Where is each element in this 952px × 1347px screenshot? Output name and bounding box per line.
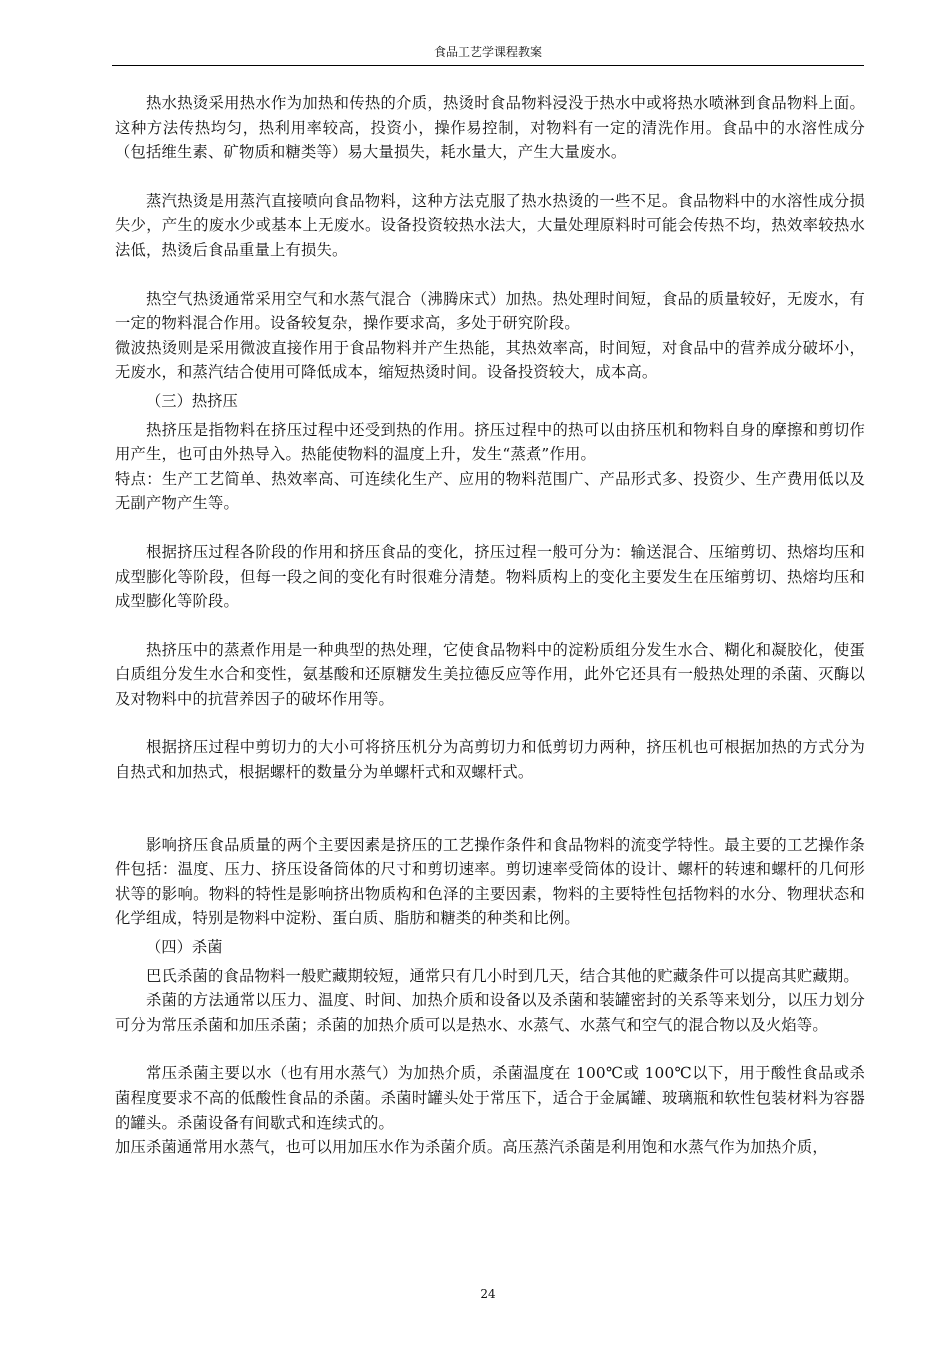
paragraph-extrusion-cooking: 热挤压中的蒸煮作用是一种典型的热处理，它使食品物料中的淀粉质组分发生水合、糊化和凝胶化，使蛋白质组分发生水合和变性，氨基酸和还原糖发生美拉德反应等作用，此外它还具有一般热处理的杀菌、灭酶以及对物料中的抗营养因子的破坏作用等。 bbox=[115, 640, 865, 708]
paragraph-atmospheric-sterilization: 常压杀菌主要以水（也有用水蒸气）为加热介质，杀菌温度在 100℃或 100℃以下，用于酸性食品或杀菌程度要求不高的低酸性食品的杀菌。杀菌时罐头处于常压下，适合于金属罐、玻璃瓶和软性包装材料为容器的罐头。杀菌设备有间歇式和连续式的。 bbox=[115, 1064, 865, 1132]
paragraph-sterilization-methods: 杀菌的方法通常以压力、温度、时间、加热介质和设备以及杀菌和装罐密封的关系等来划分，以压力划分可分为常压杀菌和加压杀菌；杀菌的加热介质可以是热水、水蒸气、水蒸气和空气的混合物以及火焰等。 bbox=[115, 991, 865, 1034]
paragraph-hot-extrusion-definition: 热挤压是指物料在挤压过程中还受到热的作用。挤压过程中的热可以由挤压机和物料自身的摩擦和剪切作用产生，也可由外热导入。热能使物料的温度上升，发生“蒸煮”作用。 bbox=[115, 420, 865, 464]
document-body bbox=[115, 91, 865, 1160]
paragraph-hot-water-blanching: 热水热烫采用热水作为加热和传热的介质，热烫时食品物料浸没于热水中或将热水喷淋到食品物料上面。这种方法传热均匀，热利用率较高，投资小，操作易控制，对物料有一定的清洗作用。食品中的水溶性成分（包括维生素、矿物质和糖类等）易大量损失，耗水量大，产生大量废水。 bbox=[115, 94, 865, 162]
paragraph-hot-air-blanching: 热空气热烫通常采用空气和水蒸气混合（沸腾床式）加热。热处理时间短，食品的质量较好，无废水，有一定的物料混合作用。设备较复杂，操作要求高，多处于研究阶段。 bbox=[115, 289, 865, 333]
page-number: 24 bbox=[480, 1287, 496, 1301]
section-heading-hot-extrusion: （三）热挤压 bbox=[146, 391, 238, 410]
section-heading-sterilization: （四）杀菌 bbox=[146, 938, 223, 957]
paragraph-microwave-blanching: 微波热烫则是采用微波直接作用于食品物料并产生热能，其热效率高，时间短，对食品中的营养成分破坏小，无废水，和蒸汽结合使用可降低成本，缩短热烫时间。设备投资较大，成本高。 bbox=[115, 338, 865, 382]
header-divider bbox=[112, 65, 864, 66]
paragraph-pressure-sterilization: 加压杀菌通常用水蒸气，也可以用加压水作为杀菌介质。高压蒸汽杀菌是利用饱和水蒸气作为加热介质， bbox=[115, 1138, 828, 1157]
paragraph-pasteurization: 巴氏杀菌的食品物料一般贮藏期较短，通常只有几小时到几天，结合其他的贮藏条件可以提高其贮藏期。 bbox=[146, 966, 859, 985]
paragraph-extrusion-features: 特点：生产工艺简单、热效率高、可连续化生产、应用的物料范围广、产品形式多、投资少、生产费用低以及无副产物产生等。 bbox=[115, 469, 865, 513]
paragraph-extrusion-stages: 根据挤压过程各阶段的作用和挤压食品的变化，挤压过程一般可分为：输送混合、压缩剪切、热熔均压和成型膨化等阶段，但每一段之间的变化有时很难分清楚。物料质构上的变化主要发生在压缩剪切、热熔均压和成型膨化等阶段。 bbox=[115, 542, 865, 611]
paragraph-steam-blanching: 蒸汽热烫是用蒸汽直接喷向食品物料，这种方法克服了热水热烫的一些不足。食品物料中的水溶性成分损失少，产生的废水少或基本上无废水。设备投资较热水法大，大量处理原料时可能会传热不均，热效率较热水法低，热烫后食品重量上有损失。 bbox=[115, 191, 865, 259]
page-header-title: 食品工艺学课程教案 bbox=[433, 45, 542, 59]
paragraph-extruder-types: 根据挤压过程中剪切力的大小可将挤压机分为高剪切力和低剪切力两种，挤压机也可根据加热的方式分为自热式和加热式，根据螺杆的数量分为单螺杆式和双螺杆式。 bbox=[115, 738, 865, 782]
paragraph-extrusion-quality-factors: 影响挤压食品质量的两个主要因素是挤压的工艺操作条件和食品物料的流变学特性。最主要的工艺操作条件包括：温度、压力、挤压设备筒体的尺寸和剪切速率。剪切速率受筒体的设计、螺杆的转速和螺杆的几何形状等的影响。物料的特性是影响挤出物质构和色泽的主要因素，物料的主要特性包括物料的水分、物理状态和化学组成，特别是物料中淀粉、蛋白质、脂肪和糖类的种类和比例。 bbox=[115, 835, 865, 928]
